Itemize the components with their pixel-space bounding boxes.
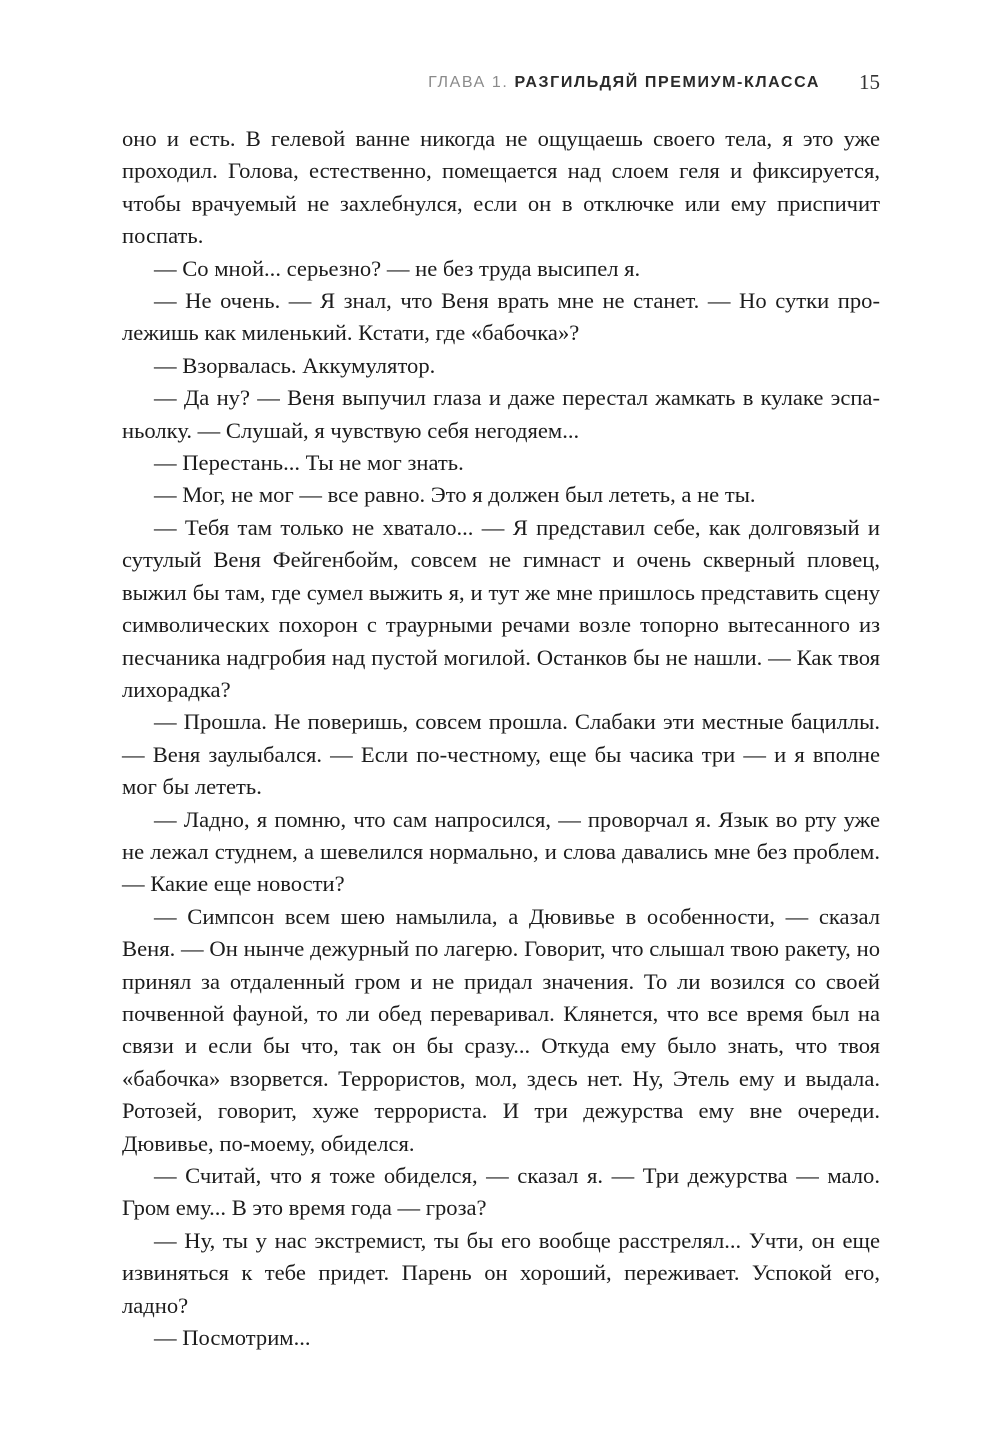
body-text	[122, 123, 880, 1354]
paragraph: — Считай, что я тоже обиделся, — сказал я. — Три дежурства — мало. Гром ему... В это время года — гроза?	[122, 1163, 880, 1221]
running-head	[428, 74, 820, 92]
page-number: 15	[859, 70, 880, 94]
paragraph: — Взорвалась. Аккумулятор.	[154, 352, 436, 378]
chapter-title: РАЗГИЛЬДЯЙ ПРЕМИУМ-КЛАССА	[514, 74, 820, 91]
paragraph: — Посмотрим...	[154, 1325, 311, 1351]
paragraph: — Ладно, я помню, что сам напросился, — проворчал я. Язык во рту уже не лежал студнем, а шевелился нормально, и слова давались мне без проблем. — Какие еще новости?	[122, 806, 880, 897]
paragraph: — Не очень. — Я знал, что Веня врать мне не станет. — Но сутки пролежишь как миленький. Кстати, где «бабочка»?	[122, 288, 880, 346]
paragraph: — Мог, не мог — все равно. Это я должен был лететь, а не ты.	[154, 482, 756, 508]
paragraph: — Перестань... Ты не мог знать.	[154, 450, 464, 476]
paragraph: — Симпсон всем шею намылила, а Дювивье в особенности, — сказал Веня. — Он нынче дежурный по лагерю. Говорит, что слышал твою ракету, но принял за отдаленный гром и не придал значения. То ли возился со своей почвенной фауной, то ли обед переваривал. Клянется, что все время был на связи и если бы что, так он бы сразу... Откуда ему было знать, что твоя «бабочка» взорвется. Террористов, мол, здесь нет. Ну, Этель ему и выдала. Ротозей, говорит, хуже террориста. И три дежурства ему вне очереди. Дювивье, по-моему, обиделся.	[122, 903, 880, 1156]
paragraph: — Со мной... серьезно? — не без труда высипел я.	[154, 255, 641, 281]
chapter-label: ГЛАВА 1.	[428, 74, 509, 91]
paragraph: — Ну, ты у нас экстремист, ты бы его вообще расстрелял... Учти, он еще извиняться к тебе придет. Парень он хороший, переживает. Успокой его, ладно?	[122, 1227, 880, 1318]
paragraph: — Тебя там только не хватало... — Я представил себе, как долговязый и сутулый Веня Фейгенбойм, совсем не гимнаст и очень скверный пловец, выжил бы там, где сумел выжить я, и тут же мне пришлось представить сцену символических похорон с траурными речами возле топорно вытесанного из песчаника надгробия над пустой могилой. Останков бы не нашли. — Как твоя лихорадка?	[122, 514, 880, 702]
running-header	[122, 68, 880, 102]
paragraph: — Да ну? — Веня выпучил глаза и даже перестал жамкать в кулаке эспаньолку. — Слушай, я чувствую себя негодяем...	[122, 385, 880, 443]
paragraph: — Прошла. Не поверишь, совсем прошла. Слабаки эти местные бациллы. — Веня заулыбался. — Если по-честному, еще бы часика три — и я вполне мог бы лететь.	[122, 709, 880, 800]
paragraph: оно и есть. В гелевой ванне никогда не ощущаешь своего тела, я это уже проходил. Голова, естественно, помещается над слоем геля и фиксируется, чтобы врачуемый не захлебнулся, если он в отключке или ему приспичит поспать.	[122, 126, 880, 249]
